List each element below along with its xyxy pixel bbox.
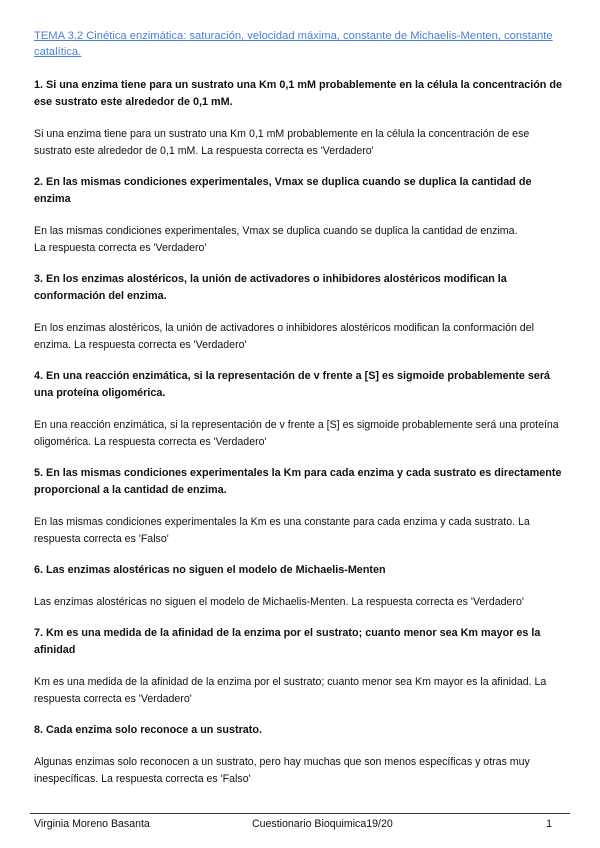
answer-text: En las mismas condiciones experimentales, Vmax se duplica cuando se duplica la cantidad de enzima. La respuesta correcta es 'Verdadero' [34,225,518,254]
question-block-3 [34,271,566,354]
question-text: 5. En las mismas condiciones experimentales la Km para cada enzima y cada sustrato es directamente proporcional a la cantidad de enzima. [34,467,562,496]
question-block-6 [34,562,566,611]
question-block-2 [34,174,566,257]
question-block-4 [34,368,566,451]
page-footer [34,817,566,831]
footer-author: Virginia Moreno Basanta [34,818,150,830]
question-text: 6. Las enzimas alostéricas no siguen el modelo de Michaelis-Menten [34,564,386,576]
question-block-5 [34,465,566,548]
answer-text: En una reacción enzimática, si la representación de v frente a [S] es sigmoide probablemente será una proteína oligomérica. La respuesta correcta es 'Verdadero' [34,419,559,448]
answer-text: Si una enzima tiene para un sustrato una Km 0,1 mM probablemente en la célula la concentración de ese sustrato este alrededor de 0,1 mM. La respuesta correcta es 'Verdadero' [34,128,530,157]
question-text: 2. En las mismas condiciones experimentales, Vmax se duplica cuando se duplica la cantidad de enzima [34,176,532,205]
question-text: 4. En una reacción enzimática, si la representación de v frente a [S] es sigmoide probablemente será una proteína oligomérica. [34,370,551,399]
answer-text: Las enzimas alostéricas no siguen el modelo de Michaelis-Menten. La respuesta correcta es 'Verdadero' [34,596,524,608]
question-text: 7. Km es una medida de la afinidad de la enzima por el sustrato; cuanto menor sea Km mayor es la afinidad [34,627,541,656]
question-text: 1. Si una enzima tiene para un sustrato una Km 0,1 mM probablemente en la célula la concentración de ese sustrato este alrededor de 0,1 mM. [34,79,562,108]
question-text: 3. En los enzimas alostéricos, la unión de activadores o inhibidores alostéricos modifican la conformación del enzima. [34,273,507,302]
question-block-7 [34,625,566,708]
footer-page-number: 1 [546,818,552,830]
question-text: 8. Cada enzima solo reconoce a un sustrato. [34,724,262,736]
footer-divider [30,813,570,814]
document-title[interactable]: TEMA 3.2 Cinética enzimática: saturación, velocidad máxima, constante de Michaelis-Menten, constante catalítica. [34,30,553,58]
question-block-8 [34,722,566,788]
answer-text: Algunas enzimas solo reconocen a un sustrato, pero hay muchas que son menos específicas y otras muy inespecíficas. La respuesta correcta es 'Falso' [34,756,530,785]
answer-text: En las mismas condiciones experimentales la Km es una constante para cada enzima y cada sustrato. La respuesta correcta es 'Falso' [34,516,530,545]
answer-text: Km es una medida de la afinidad de la enzima por el sustrato; cuanto menor sea Km mayor es la afinidad. La respuesta correcta es 'Verdadero' [34,676,547,705]
question-block-1 [34,77,566,160]
answer-text: En los enzimas alostéricos, la unión de activadores o inhibidores alostéricos modifican la conformación del enzima. La respuesta correcta es 'Verdadero' [34,322,534,351]
footer-course: Cuestionario Bioquimica19/20 [252,818,393,830]
